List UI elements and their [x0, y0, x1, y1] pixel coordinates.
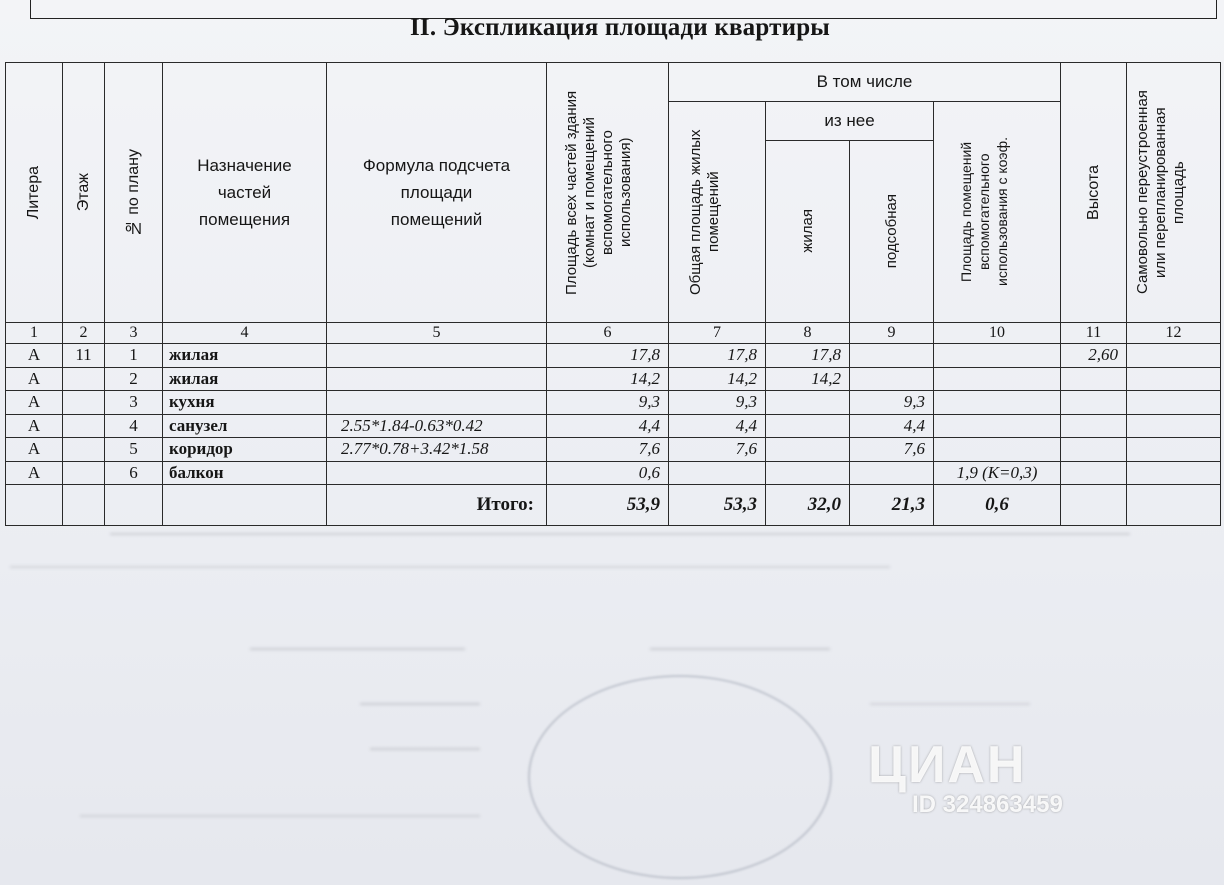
cell-litera: А [6, 344, 63, 368]
cell-living-area: 14,2 [766, 367, 850, 391]
cell-living-area [766, 414, 850, 438]
bleed-line [360, 703, 480, 705]
cell-living-area [766, 391, 850, 415]
header-height: Высота [1061, 63, 1127, 323]
cell-floor [63, 391, 105, 415]
col-num: 11 [1061, 322, 1127, 343]
cell-empty [105, 485, 163, 526]
col-num: 1 [6, 322, 63, 343]
totals-row [6, 485, 1221, 526]
cell-plan-number: 1 [105, 344, 163, 368]
bleed-line [370, 748, 480, 750]
table-row [6, 461, 1221, 485]
table-row [6, 367, 1221, 391]
cell-height [1061, 391, 1127, 415]
header-subgroup-of-which: из нее [766, 101, 934, 140]
cell-purpose: жилая [163, 344, 327, 368]
cell-empty [163, 485, 327, 526]
cell-self-rebuilt [1127, 414, 1221, 438]
total-general-area: 53,3 [669, 485, 766, 526]
header-row-1 [6, 63, 1221, 102]
cell-general-area: 4,4 [669, 414, 766, 438]
cell-general-area: 17,8 [669, 344, 766, 368]
cell-total-area: 14,2 [547, 367, 669, 391]
cell-aux-area [934, 391, 1061, 415]
col-num: 2 [63, 322, 105, 343]
cell-formula [327, 367, 547, 391]
column-number-row [6, 322, 1221, 343]
col-num: 3 [105, 322, 163, 343]
cell-living-area: 17,8 [766, 344, 850, 368]
header-plan-number: № по плану [105, 63, 163, 323]
bleed-line [870, 703, 1030, 705]
cell-floor [63, 367, 105, 391]
cell-utility-area [850, 367, 934, 391]
col-num: 12 [1127, 322, 1221, 343]
bleed-line [650, 648, 830, 650]
header-utility: подсобная [850, 141, 934, 323]
header-formula: Формула подсчета площади помещений [327, 63, 547, 323]
explication-table [5, 62, 1221, 526]
cell-self-rebuilt [1127, 344, 1221, 368]
cell-height [1061, 414, 1127, 438]
cell-purpose: балкон [163, 461, 327, 485]
cian-watermark [868, 735, 1063, 819]
header-purpose: Назначение частей помещения [163, 63, 327, 323]
cell-total-area: 0,6 [547, 461, 669, 485]
bleed-line [10, 566, 890, 568]
header-floor: Этаж [63, 63, 105, 323]
cell-formula [327, 344, 547, 368]
col-num: 8 [766, 322, 850, 343]
col-num: 9 [850, 322, 934, 343]
cell-height [1061, 461, 1127, 485]
cell-floor [63, 414, 105, 438]
cell-height [1061, 438, 1127, 462]
total-living-area: 32,0 [766, 485, 850, 526]
cell-litera: А [6, 391, 63, 415]
col-num: 4 [163, 322, 327, 343]
cell-height [1061, 367, 1127, 391]
cell-utility-area [850, 344, 934, 368]
cell-general-area [669, 461, 766, 485]
cell-plan-number: 3 [105, 391, 163, 415]
header-total-area: Площадь всех частей здания (комнат и помещений вспомогательного использования) [547, 63, 669, 323]
header-group-including: В том числе [669, 63, 1061, 102]
cell-aux-area: 1,9 (К=0,3) [934, 461, 1061, 485]
cell-purpose: коридор [163, 438, 327, 462]
cell-self-rebuilt [1127, 438, 1221, 462]
cell-empty [1127, 485, 1221, 526]
cell-total-area: 9,3 [547, 391, 669, 415]
cell-self-rebuilt [1127, 367, 1221, 391]
total-all-area: 53,9 [547, 485, 669, 526]
cell-empty [63, 485, 105, 526]
cell-formula [327, 391, 547, 415]
cell-floor [63, 438, 105, 462]
table-row [6, 391, 1221, 415]
cell-litera: А [6, 461, 63, 485]
watermark-logo: ЦИАН [868, 736, 1027, 794]
table-row [6, 438, 1221, 462]
col-num: 6 [547, 322, 669, 343]
bleed-line [80, 815, 480, 817]
cell-floor [63, 461, 105, 485]
cell-purpose: кухня [163, 391, 327, 415]
header-living: жилая [766, 141, 850, 323]
page-title: II. Экспликация площади квартиры [409, 14, 831, 41]
cell-self-rebuilt [1127, 391, 1221, 415]
col-num: 5 [327, 322, 547, 343]
cell-purpose: жилая [163, 367, 327, 391]
bleed-line [110, 533, 1130, 535]
totals-label: Итого: [327, 485, 547, 526]
table-row [6, 344, 1221, 368]
cell-general-area: 14,2 [669, 367, 766, 391]
cell-empty [6, 485, 63, 526]
cell-litera: А [6, 414, 63, 438]
cell-height: 2,60 [1061, 344, 1127, 368]
cell-formula: 2.77*0.78+3.42*1.58 [327, 438, 547, 462]
cell-total-area: 4,4 [547, 414, 669, 438]
cell-empty [1061, 485, 1127, 526]
cell-self-rebuilt [1127, 461, 1221, 485]
cell-plan-number: 2 [105, 367, 163, 391]
watermark-id: ID 324863459 [912, 791, 1063, 818]
cell-general-area: 7,6 [669, 438, 766, 462]
cell-floor: 11 [63, 344, 105, 368]
cell-living-area [766, 438, 850, 462]
cell-plan-number: 5 [105, 438, 163, 462]
cell-purpose: санузел [163, 414, 327, 438]
header-self-rebuilt: Самовольно переустроенная или перепланированная площадь [1127, 63, 1221, 323]
cell-aux-area [934, 414, 1061, 438]
cell-utility-area [850, 461, 934, 485]
cell-plan-number: 6 [105, 461, 163, 485]
header-litera: Литера [6, 63, 63, 323]
cell-general-area: 9,3 [669, 391, 766, 415]
cell-total-area: 7,6 [547, 438, 669, 462]
col-num: 10 [934, 322, 1061, 343]
cell-utility-area: 7,6 [850, 438, 934, 462]
cell-formula: 2.55*1.84-0.63*0.42 [327, 414, 547, 438]
header-general-living: Общая площадь жилых помещений [669, 101, 766, 322]
cell-aux-area [934, 344, 1061, 368]
header-aux-area: Площадь помещений вспомогательного использования с коэф. [934, 101, 1061, 322]
total-aux-area: 0,6 [934, 485, 1061, 526]
cell-litera: А [6, 438, 63, 462]
cell-formula [327, 461, 547, 485]
bleed-line [250, 648, 465, 650]
table-row [6, 414, 1221, 438]
cell-litera: А [6, 367, 63, 391]
cell-plan-number: 4 [105, 414, 163, 438]
col-num: 7 [669, 322, 766, 343]
cell-aux-area [934, 367, 1061, 391]
cell-utility-area: 9,3 [850, 391, 934, 415]
cell-total-area: 17,8 [547, 344, 669, 368]
cell-utility-area: 4,4 [850, 414, 934, 438]
cell-aux-area [934, 438, 1061, 462]
faded-stamp [528, 675, 832, 879]
total-utility-area: 21,3 [850, 485, 934, 526]
cell-living-area [766, 461, 850, 485]
